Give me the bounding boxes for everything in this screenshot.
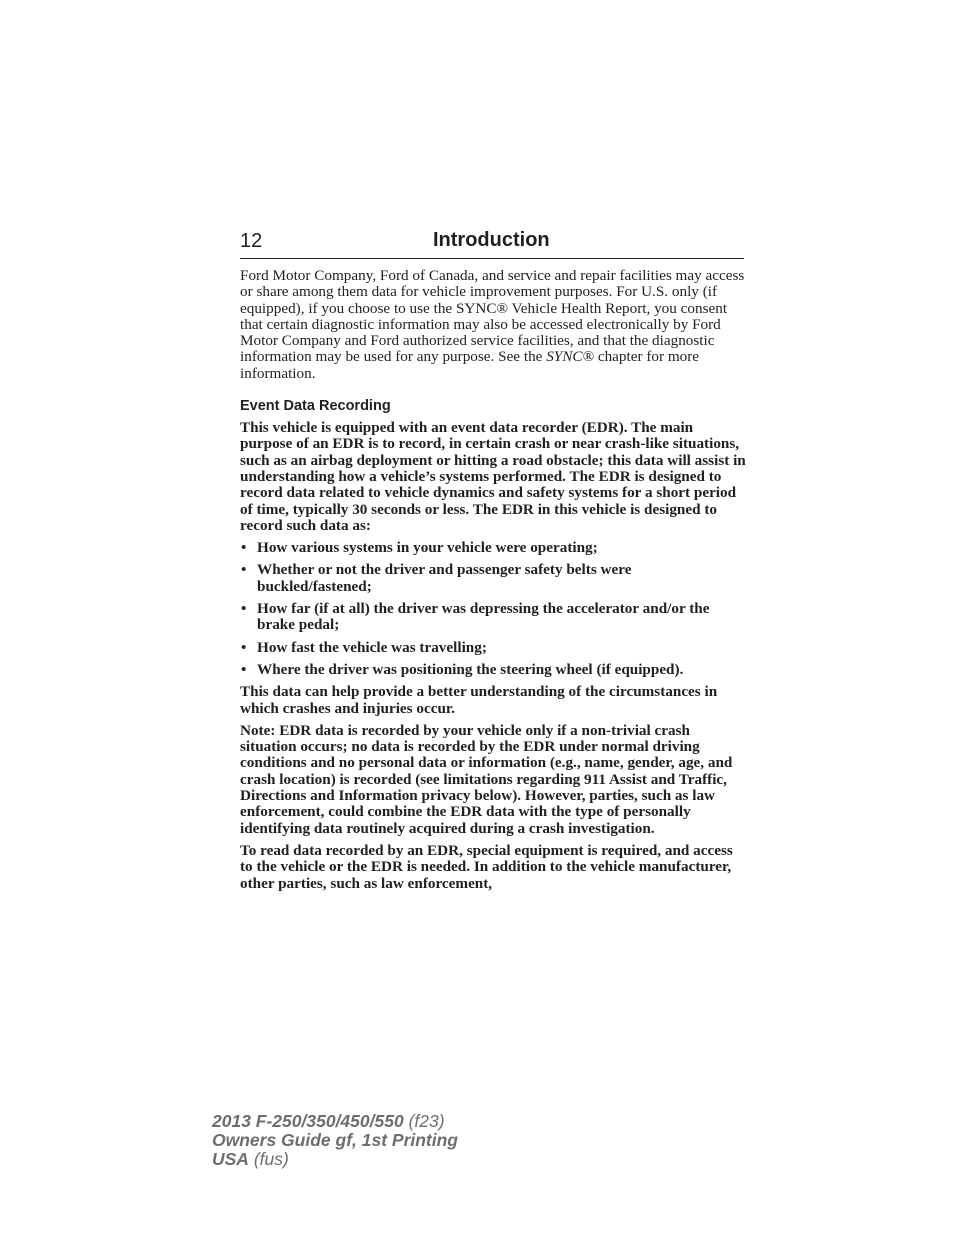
- bullet-icon: •: [241, 638, 247, 656]
- list-item-text: How fast the vehicle was travelling;: [257, 638, 487, 656]
- bullet-icon: •: [241, 539, 247, 557]
- section-heading: Event Data Recording: [240, 398, 391, 415]
- page-footer: [212, 1112, 458, 1169]
- intro-text-end: chapter for more information.: [240, 348, 700, 382]
- edr-data-list: [240, 540, 746, 678]
- footer-model-code: (f23): [408, 1111, 445, 1131]
- footer-market: USA: [212, 1149, 249, 1169]
- page-content: [240, 268, 746, 898]
- list-item: [240, 662, 746, 678]
- footer-guide-edition: Owners Guide gf, 1st Printing: [212, 1130, 458, 1150]
- intro-text: Ford Motor Company, Ford of Canada, and service and repair facilities may access or share among them data for vehicle improvement purposes. For U.S. only (if equipped), if you choose to use the SYNC® Vehicle Health Report, you consent that certain diagnostic information may also be accessed electronically by Ford Motor Company and Ford authorized service facilities, and that the diagnostic information may be used for any purpose. See the: [240, 267, 745, 366]
- page-title: Introduction: [433, 229, 550, 251]
- edr-understanding-paragraph: This data can help provide a better understanding of the circumstances in which crashes and injuries occur.: [240, 683, 718, 717]
- list-item: [240, 562, 746, 595]
- bullet-icon: •: [241, 600, 247, 618]
- bullet-icon: •: [241, 660, 247, 678]
- edr-access-paragraph: To read data recorded by an EDR, special equipment is required, and access to the vehicle or the EDR is needed. In addition to the vehicle manufacturer, other parties, such as law enforcement,: [240, 841, 733, 892]
- page-number: 12: [240, 230, 263, 252]
- footer-model: 2013 F-250/350/450/550: [212, 1111, 404, 1131]
- list-item: [240, 540, 746, 556]
- list-item-text: How various systems in your vehicle were operating;: [257, 539, 598, 557]
- list-item: [240, 601, 746, 634]
- list-item: [240, 640, 746, 656]
- footer-line-model: [212, 1112, 458, 1131]
- footer-line-market: [212, 1150, 458, 1169]
- edr-note-paragraph: Note: EDR data is recorded by your vehicle only if a non-trivial crash situation occurs; no data is recorded by the EDR under normal driving conditions and no personal data or information (e.g., name, gender, age, and crash location) is recorded (see limitations regarding 911 Assist and Traffic, Directions and Information privacy below). However, parties, such as law enforcement, could combine the EDR data with the type of personally identifying data routinely acquired during a crash investigation.: [240, 721, 733, 837]
- bullet-icon: •: [241, 561, 247, 579]
- list-item-text: Whether or not the driver and passenger safety belts were buckled/fastened;: [257, 561, 632, 595]
- intro-paragraph: [240, 268, 746, 382]
- footer-market-code: (fus): [253, 1149, 289, 1169]
- sync-reference: SYNC®: [546, 348, 595, 366]
- list-item-text: Where the driver was positioning the steering wheel (if equipped).: [257, 660, 684, 678]
- list-item-text: How far (if at all) the driver was depressing the accelerator and/or the brake pedal;: [257, 600, 710, 634]
- edr-description-paragraph: This vehicle is equipped with an event data recorder (EDR). The main purpose of an EDR is to record, in certain crash or near crash-like situations, such as an airbag deployment or hitting a road obstacle; this data will assist in understanding how a vehicle’s systems performed. The EDR is designed to record data related to vehicle dynamics and safety systems for a short period of time, typically 30 seconds or less. The EDR in this vehicle is designed to record such data as:: [240, 419, 746, 534]
- page-header: [240, 228, 744, 259]
